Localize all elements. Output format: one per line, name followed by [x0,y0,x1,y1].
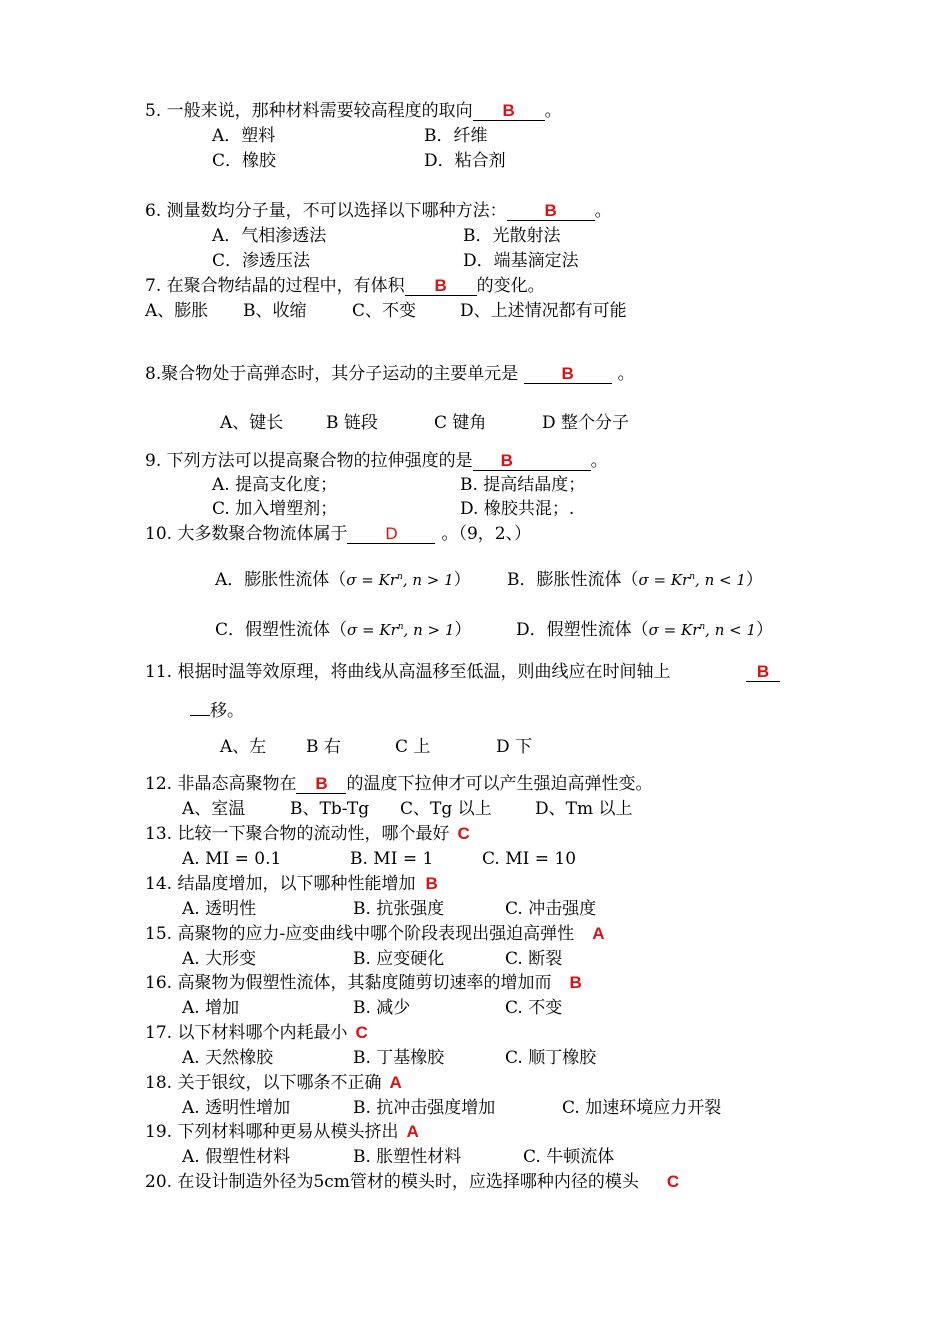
formula-cond: , n < 1 [695,571,746,589]
option [507,566,763,591]
formula-cond: , n > 1 [402,571,454,589]
option: A. 透明性 [182,899,257,919]
answer-mark: C [666,1172,680,1191]
question-20 [145,1171,679,1193]
question-8 [145,363,635,385]
answer-blank [296,775,346,794]
option: D、上述情况都有可能 [460,301,627,321]
answer-blank [473,102,545,121]
answer-mark: B [315,774,328,793]
option: A、室温 [182,799,246,819]
question-10-stem: 10. 大多数聚合物流体属于 [145,524,348,544]
question-18 [145,1072,402,1094]
answer-mark: B [502,101,515,120]
option: C. 牛顿流体 [523,1147,615,1167]
option: C. 冲击强度 [505,899,597,919]
punct: 。 [594,201,612,221]
paren: ） [454,620,472,640]
question-14 [145,873,438,895]
paren: ） [745,570,763,590]
option: A、左 [220,737,267,757]
option [516,616,773,641]
option: A. 提高支化度； [212,475,338,495]
option: D 下 [496,737,533,757]
formula [347,621,454,639]
question-11 [145,661,670,683]
option: B. 丁基橡胶 [353,1048,445,1068]
question-16 [145,972,582,994]
punct: 。 [617,364,635,384]
paren: ） [453,570,471,590]
formula-text: σ = Kr [648,621,700,639]
question-14-stem: 14. 结晶度增加，以下哪种性能增加 [145,874,416,894]
exponent: n [397,572,403,582]
option: D．端基滴定法 [463,251,579,271]
option: B. 抗冲击强度增加 [353,1098,496,1118]
option: A．塑料 [212,126,276,146]
option: B、收缩 [243,301,307,321]
formula-text: σ = Kr [638,571,690,589]
question-18-stem: 18. 关于银纹，以下哪条不正确 [145,1073,382,1093]
option: B．光散射法 [463,226,561,246]
answer-mark: B [561,364,574,383]
question-15 [145,923,604,945]
question-15-stem: 15. 高聚物的应力-应变曲线中哪个阶段表现出强迫高弹性 [145,924,575,944]
option: C. 顺丁橡胶 [505,1048,597,1068]
question-5-stem: 5. 一般来说，那种材料需要较高程度的取向 [145,101,473,121]
formula-cond: , n < 1 [705,621,757,639]
punct: 。（9，2、） [441,524,532,544]
question-13 [145,823,470,845]
option: C 键角 [434,413,487,433]
option [215,566,471,591]
answer-mark: B [756,662,770,681]
punct: 。 [590,451,608,471]
answer-mark: B [500,451,513,470]
question-6 [145,200,612,222]
question-8-stem: 8.聚合物处于高弹态时，其分子运动的主要单元是 [145,364,524,384]
formula-text: σ = Kr [346,571,398,589]
question-13-stem: 13. 比较一下聚合物的流动性，哪个最好 [145,824,450,844]
option: B、Tb-Tg [290,799,370,819]
question-6-stem: 6. 测量数均分子量，不可以选择以下哪种方法： [145,201,507,221]
question-19-stem: 19. 下列材料哪种更易从模头挤出 [145,1122,399,1142]
question-20-stem: 20. 在设计制造外径为5cm管材的模头时，应选择哪种内径的模头 [145,1172,639,1192]
question-12 [145,773,652,795]
answer-blank [347,525,435,544]
answer-mark: B [434,276,447,295]
question-7 [145,275,545,297]
exponent: n [699,622,706,632]
option: D、Tm 以上 [535,799,633,819]
answer-mark: B [544,201,557,220]
blank-line [190,715,210,716]
question-16-stem: 16. 高聚物为假塑性流体，其黏度随剪切速率的增加而 [145,973,552,993]
option: A. 假塑性材料 [182,1147,291,1167]
answer-mark: C [457,824,470,843]
option: A. 大形变 [182,949,257,969]
option: A. 增加 [182,998,240,1018]
paren: ） [756,620,774,640]
option: B. 减少 [353,998,411,1018]
exponent: n [397,622,404,632]
question-11-cont [190,700,244,722]
option: B. MI = 1 [350,849,434,869]
formula-text: σ = Kr [347,621,398,639]
question-10 [145,523,531,545]
option: A. MI = 0.1 [182,849,282,869]
option: A. 透明性增加 [182,1098,291,1118]
blank-line [746,663,780,682]
question-7-stem: 7. 在聚合物结晶的过程中，有体积 [145,276,405,296]
answer-mark: D [385,524,398,543]
option: B 右 [306,737,341,757]
stem-tail: 移。 [210,701,244,721]
option: B．纤维 [424,126,488,146]
question-12-stem: 12. 非晶态高聚物在 [145,774,297,794]
answer-mark: B [569,973,582,992]
answer-mark: A [406,1122,419,1141]
question-9 [145,450,608,472]
option-label: A．膨胀性流体（ [215,570,347,590]
exponent: n [689,572,696,582]
option: C．渗透压法 [212,251,311,271]
formula-cond: , n > 1 [403,621,455,639]
answer-blank [746,661,780,683]
option: C. 断裂 [505,949,563,969]
option [215,616,471,641]
option: B. 应变硬化 [353,949,445,969]
option: D．粘合剂 [424,151,506,171]
option-label: D．假塑性流体（ [516,620,649,640]
answer-blank [405,277,477,296]
option: A、膨胀 [145,301,209,321]
question-17 [145,1022,368,1044]
option: D 整个分子 [542,413,630,433]
answer-mark: A [592,924,605,943]
option: B 链段 [326,413,378,433]
option: B. 提高结晶度； [460,475,586,495]
question-11-stem: 11. 根据时温等效原理，将曲线从高温移至低温，则曲线应在时间轴上 [145,662,671,682]
option: A、键长 [220,413,284,433]
stem-tail: 的温度下拉伸才可以产生强迫高弹性变。 [346,774,653,794]
option: B. 抗张强度 [353,899,445,919]
option: D. 橡胶共混；. [460,499,575,519]
answer-blank [507,202,595,221]
answer-mark: B [425,874,438,893]
option: A. 天然橡胶 [182,1048,274,1068]
option-label: B．膨胀性流体（ [507,570,639,590]
formula [639,571,746,589]
punct: 的变化。 [476,276,545,296]
question-5 [145,100,562,122]
answer-blank [524,365,612,384]
option: B. 胀塑性材料 [353,1147,462,1167]
option-label: C．假塑性流体（ [215,620,348,640]
question-9-stem: 9. 下列方法可以提高聚合物的拉伸强度的是 [145,451,473,471]
punct: 。 [544,101,562,121]
answer-mark: C [355,1023,368,1042]
formula [649,621,756,639]
question-19 [145,1121,419,1143]
option: A．气相渗透法 [212,226,327,246]
option: C、不变 [352,301,417,321]
question-17-stem: 17. 以下材料哪个内耗最小 [145,1023,348,1043]
answer-mark: A [389,1073,402,1092]
option: C. 加入增塑剂； [212,499,338,519]
option: C、Tg 以上 [400,799,492,819]
option: C．橡胶 [212,151,277,171]
option: C 上 [395,737,431,757]
option: C. 加速环境应力开裂 [562,1098,722,1118]
option: C. MI = 10 [482,849,577,869]
option: C. 不变 [505,998,563,1018]
formula [346,571,453,589]
answer-blank [473,452,591,471]
